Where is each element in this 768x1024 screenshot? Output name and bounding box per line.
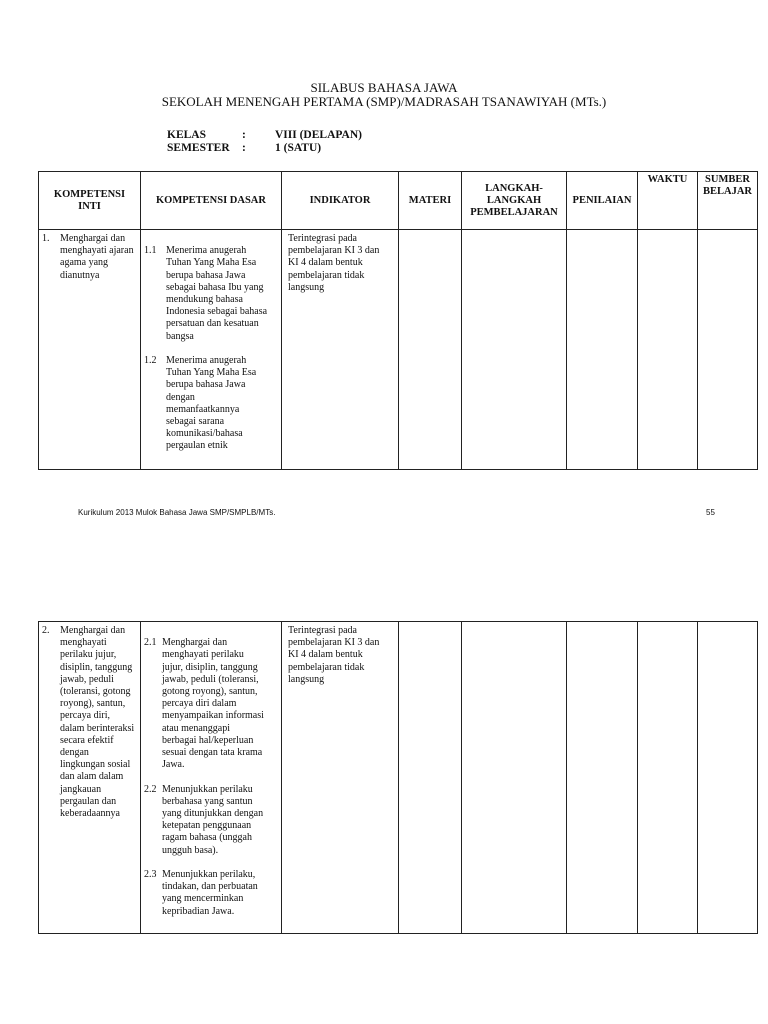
kd-number: 2.2	[144, 783, 157, 795]
ki-number: 1.	[42, 233, 50, 244]
waktu-cell	[638, 230, 698, 470]
syllabus-table-page1	[38, 171, 758, 470]
header-waktu: WAKTU	[638, 172, 698, 230]
kd-text: Menunjukkan perilaku berbahasa yang santun yang ditunjukkan dengan ketepatan penggunaan ragam bahasa (unggah ungguh basa).	[162, 783, 264, 856]
table-row	[39, 622, 758, 934]
langkah-cell	[462, 230, 567, 470]
kd-text: Menerima anugerah Tuhan Yang Maha Esa berupa bahasa Jawa dengan memanfaatkannya sebagai sarana komunikasi/bahasa pergaulan etnik	[166, 355, 257, 452]
colon: :	[242, 129, 246, 141]
semester-label: SEMESTER	[167, 142, 230, 154]
header-row	[39, 172, 758, 230]
header-sumber-belajar: SUMBER BELAJAR	[698, 172, 758, 230]
langkah-cell	[462, 622, 567, 934]
kd-text: Menerima anugerah Tuhan Yang Maha Esa berupa bahasa Jawa sebagai bahasa Ibu yang mendukung bahasa Indonesia sebagai bahasa persatuan dan kesatuan bangsa	[166, 245, 268, 342]
sumber-cell	[698, 230, 758, 470]
kd-cell	[141, 230, 282, 470]
kd-cell	[141, 622, 282, 934]
penilaian-cell	[567, 230, 638, 470]
waktu-cell	[638, 622, 698, 934]
penilaian-cell	[567, 622, 638, 934]
semester-value: 1 (SATU)	[275, 142, 322, 154]
kd-text: Menghargai dan menghayati perilaku jujur, disiplin, tanggung jawab, peduli (toleransi, gotong royong), santun, percaya diri dalam menyampaikan informasi atau menanggapi berbagai hal/keperluan sesuai dengan tata krama Jawa.	[162, 637, 264, 771]
colon: :	[242, 142, 246, 154]
ki-text: Menghargai dan menghayati perilaku jujur, disiplin, tanggung jawab, peduli (toleransi, gotong royong), santun, percaya diri, dalam berinteraksi secara efektif dengan lingkungan sosial dan alam dalam jangkauan pergaulan dan keberadaannya	[60, 625, 135, 820]
kd-number: 2.3	[144, 869, 157, 881]
materi-cell	[399, 230, 462, 470]
ki-number: 2.	[42, 625, 50, 636]
table-row	[39, 230, 758, 470]
header-kompetensi-inti: KOMPETENSI INTI	[39, 172, 141, 230]
header-indikator: INDIKATOR	[282, 172, 399, 230]
header-penilaian: PENILAIAN	[567, 172, 638, 230]
header-materi: MATERI	[399, 172, 462, 230]
header-kompetensi-dasar: KOMPETENSI DASAR	[141, 172, 282, 230]
page-number: 55	[706, 508, 715, 517]
header-langkah: LANGKAH- LANGKAH PEMBELAJARAN	[462, 172, 567, 230]
kd-number: 1.2	[144, 355, 157, 367]
kd-text: Menunjukkan perilaku, tindakan, dan perbuatan yang mencerminkan kepribadian Jawa.	[162, 869, 258, 917]
document-subtitle: SEKOLAH MENENGAH PERTAMA (SMP)/MADRASAH TSANAWIYAH (MTs.)	[161, 94, 607, 109]
ki-cell	[39, 622, 141, 934]
ki-cell	[39, 230, 141, 470]
sumber-cell	[698, 622, 758, 934]
kd-number: 2.1	[144, 637, 157, 649]
document-title: SILABUS BAHASA JAWA	[310, 80, 458, 95]
indikator-cell: Terintegrasi pada pembelajaran KI 3 dan KI 4 dalam bentuk pembelajaran tidak langsung	[282, 622, 399, 934]
kelas-value: VIII (DELAPAN)	[275, 129, 362, 141]
ki-text: Menghargai dan menghayati ajaran agama yang dianutnya	[60, 233, 134, 281]
syllabus-table-page2	[38, 621, 758, 934]
kd-number: 1.1	[144, 245, 157, 257]
materi-cell	[399, 622, 462, 934]
kelas-label: KELAS	[167, 129, 206, 141]
indikator-cell: Terintegrasi pada pembelajaran KI 3 dan KI 4 dalam bentuk pembelajaran tidak langsung	[282, 230, 399, 470]
footer-text: Kurikulum 2013 Mulok Bahasa Jawa SMP/SMPLB/MTs.	[78, 508, 276, 517]
